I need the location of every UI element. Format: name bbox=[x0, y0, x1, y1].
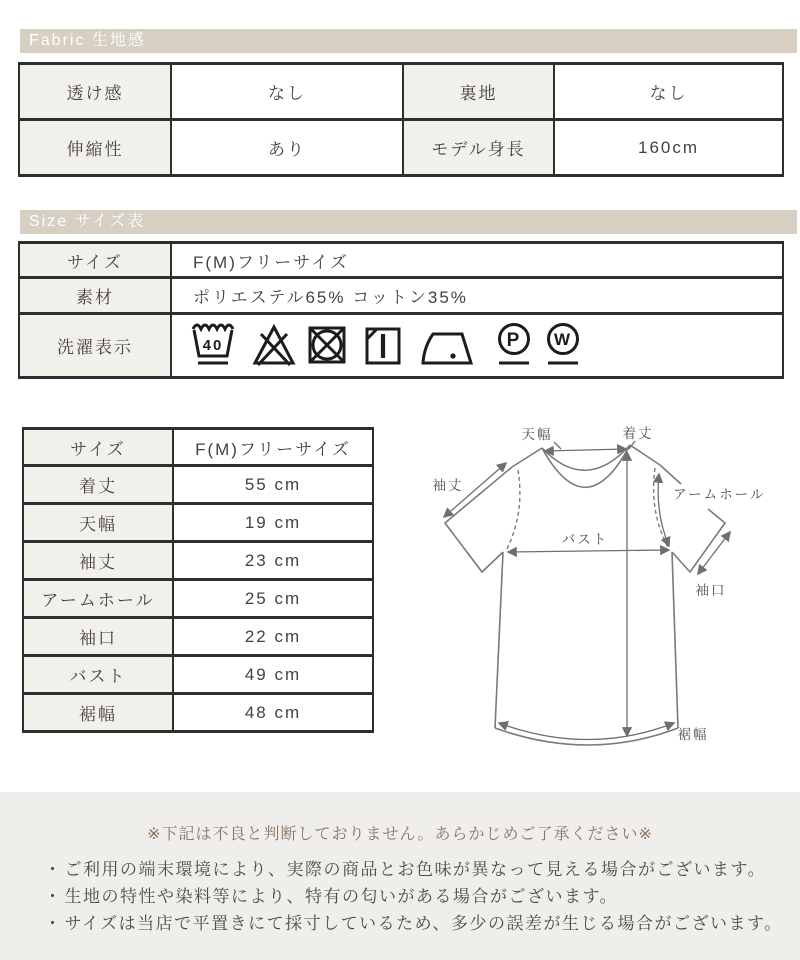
row-value: 19 cm bbox=[173, 504, 373, 542]
wet-clean-w-icon bbox=[544, 322, 582, 366]
fabric-table bbox=[18, 62, 784, 177]
measurement-row-sleeve-length bbox=[23, 542, 373, 580]
fabric-value-model-height: 160cm bbox=[554, 120, 783, 176]
fabric-row-2 bbox=[19, 120, 783, 176]
fabric-value-lining: なし bbox=[554, 64, 783, 120]
fabric-label-sheerness: 透け感 bbox=[19, 64, 171, 120]
row-label: 裾幅 bbox=[23, 694, 173, 732]
measurement-table bbox=[22, 427, 374, 733]
notice-bullet-text: ご利用の端末環境により、実際の商品とお色味が異なって見える場合がございます。 bbox=[64, 860, 767, 879]
row-label: 袖口 bbox=[23, 618, 173, 656]
bullet-marker: ・ bbox=[44, 860, 63, 879]
diagram-label-bust: バスト bbox=[561, 532, 609, 547]
fabric-section-header bbox=[20, 29, 797, 53]
fabric-label-model-height: モデル身長 bbox=[403, 120, 554, 176]
size-info-row-size bbox=[19, 243, 783, 278]
measurement-row-hem-width bbox=[23, 694, 373, 732]
row-label: 袖丈 bbox=[23, 542, 173, 580]
row-value: 22 cm bbox=[173, 618, 373, 656]
row-value: 48 cm bbox=[173, 694, 373, 732]
size-section-title: Size サイズ表 bbox=[29, 213, 146, 230]
fabric-value-stretch: あり bbox=[171, 120, 403, 176]
row-label: バスト bbox=[23, 656, 173, 694]
measurement-header-value: F(M)フリーサイズ bbox=[173, 429, 373, 466]
svg-text:W: W bbox=[553, 330, 573, 349]
size-info-label-material: 素材 bbox=[19, 278, 171, 314]
fabric-section-title: Fabric 生地感 bbox=[29, 32, 146, 49]
row-value: 49 cm bbox=[173, 656, 373, 694]
dry-clean-p-icon bbox=[496, 322, 532, 366]
do-not-tumble-dry-icon bbox=[306, 324, 348, 366]
fabric-label-stretch: 伸縮性 bbox=[19, 120, 171, 176]
size-info-row-care bbox=[19, 314, 783, 378]
fabric-value-sheerness: なし bbox=[171, 64, 403, 120]
drip-dry-in-shade-icon bbox=[364, 326, 402, 366]
wash-40-icon bbox=[190, 319, 236, 366]
notice-bullet-text: 生地の特性や染料等により、特有の匂いがある場合がございます。 bbox=[64, 887, 619, 906]
size-info-table bbox=[18, 241, 784, 379]
fabric-label-lining: 裏地 bbox=[403, 64, 554, 120]
care-row-label: 洗濯表示 bbox=[19, 314, 171, 378]
bullet-marker: ・ bbox=[44, 887, 63, 906]
svg-text:40: 40 bbox=[202, 337, 224, 354]
diagram-label-sleeve-length: 袖丈 bbox=[432, 478, 464, 493]
size-info-row-material bbox=[19, 278, 783, 314]
row-label: 着丈 bbox=[23, 466, 173, 504]
measurement-row-armhole bbox=[23, 580, 373, 618]
notice-box bbox=[0, 792, 800, 960]
iron-low-icon bbox=[420, 331, 474, 366]
notice-bullet-line bbox=[44, 883, 800, 910]
care-icons bbox=[172, 319, 782, 372]
size-info-value-material: ポリエステル65% コットン35% bbox=[171, 278, 783, 314]
row-label: アームホール bbox=[23, 580, 173, 618]
measurement-arrows bbox=[444, 441, 730, 740]
row-value: 55 cm bbox=[173, 466, 373, 504]
measurement-row-top-width bbox=[23, 504, 373, 542]
row-value: 23 cm bbox=[173, 542, 373, 580]
size-info-value-size: F(M)フリーサイズ bbox=[171, 243, 783, 278]
row-value: 25 cm bbox=[173, 580, 373, 618]
size-section-header bbox=[20, 210, 797, 234]
diagram-label-cuff: 袖口 bbox=[695, 583, 727, 598]
diagram-label-top-width: 天幅 bbox=[521, 427, 553, 442]
svg-text:P: P bbox=[506, 330, 522, 351]
bullet-marker: ・ bbox=[44, 914, 63, 933]
diagram-label-armhole: アームホール bbox=[673, 487, 766, 502]
care-icons-cell bbox=[171, 314, 783, 378]
measurement-header-row bbox=[23, 429, 373, 466]
notice-bullet-text: サイズは当店で平置きにて採寸しているため、多少の誤差が生じる場合がございます。 bbox=[64, 914, 783, 933]
measurement-row-length bbox=[23, 466, 373, 504]
diagram-label-hem-width: 裾幅 bbox=[677, 727, 709, 742]
diagram-label-length: 着丈 bbox=[622, 426, 654, 441]
notice-bullet-line bbox=[44, 910, 800, 937]
tshirt-measurement-diagram bbox=[405, 418, 790, 763]
size-info-label-size: サイズ bbox=[19, 243, 171, 278]
notice-title: ※下記は不良と判断しておりません。あらかじめご了承ください※ bbox=[147, 826, 653, 843]
measurement-row-bust bbox=[23, 656, 373, 694]
notice-bullet-line bbox=[44, 856, 800, 883]
row-label: 天幅 bbox=[23, 504, 173, 542]
measurement-row-cuff bbox=[23, 618, 373, 656]
measurement-header-label: サイズ bbox=[23, 429, 173, 466]
do-not-bleach-icon bbox=[252, 324, 296, 366]
notice-bullet-list bbox=[0, 856, 800, 937]
fabric-row-1 bbox=[19, 64, 783, 120]
